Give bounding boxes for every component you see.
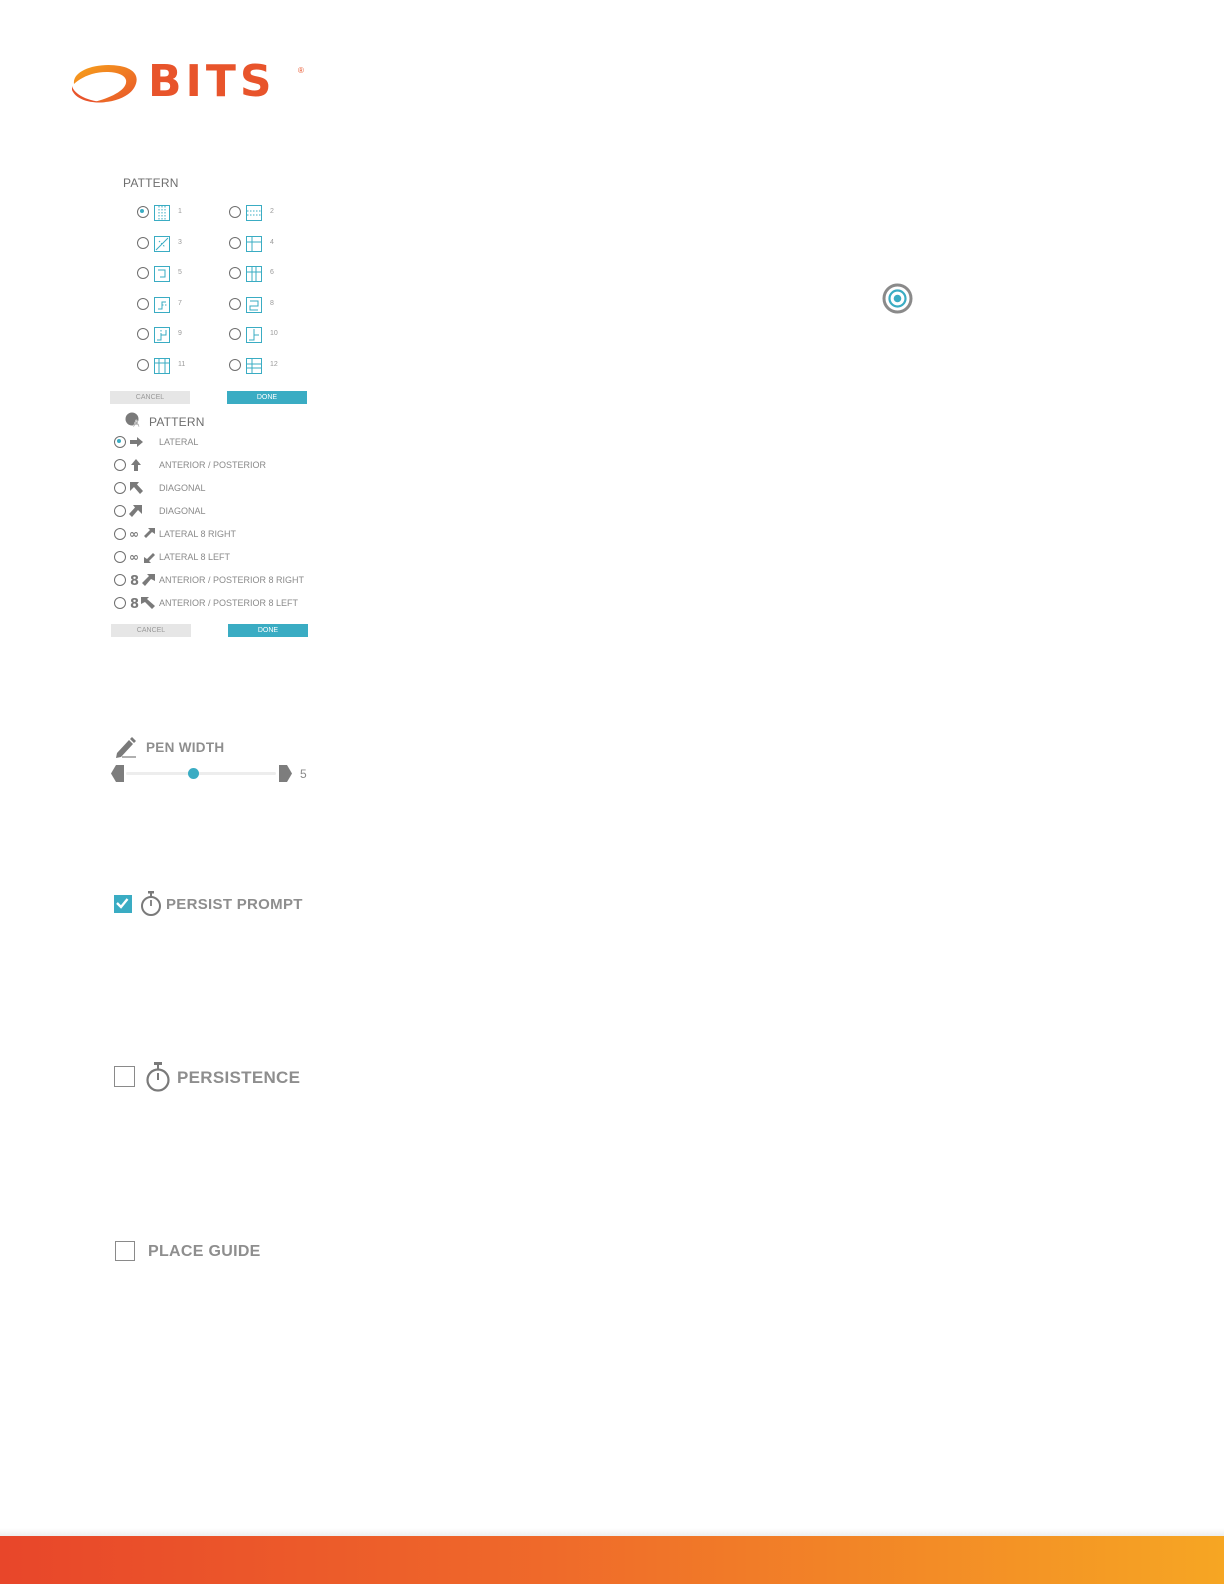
pattern-number: 3	[178, 239, 182, 246]
pen-width-slider-knob[interactable]	[188, 768, 199, 779]
pattern-direction-done-button[interactable]: DONE	[228, 624, 308, 637]
pattern-grid-icon	[154, 358, 170, 374]
pattern-grid-icon	[154, 205, 170, 221]
pattern-grid-icon	[246, 205, 262, 221]
pattern-grid-icon	[246, 327, 262, 343]
radio-button[interactable]	[114, 551, 126, 563]
selected-radio-icon[interactable]	[882, 283, 913, 314]
arrow-up-icon	[129, 458, 157, 472]
svg-text:8: 8	[130, 597, 140, 610]
eight-arrow-left-icon	[129, 596, 157, 610]
footer-shadow	[0, 1528, 1224, 1536]
radio-button[interactable]	[114, 459, 126, 471]
persist-prompt-checkbox[interactable]	[114, 895, 132, 913]
bits-logo	[70, 58, 315, 110]
swoosh-logo-icon	[70, 60, 142, 106]
pattern-number: 6	[270, 269, 274, 276]
pattern-number: 8	[270, 300, 274, 307]
radio-button[interactable]	[137, 328, 149, 340]
pattern-number: 7	[178, 300, 182, 307]
pattern-direction-label: LATERAL 8 LEFT	[159, 552, 231, 562]
radio-button[interactable]	[114, 574, 126, 586]
radio-button[interactable]	[229, 328, 241, 340]
pattern-direction-label: ANTERIOR / POSTERIOR 8 RIGHT	[159, 575, 305, 585]
pattern-number: 12	[270, 361, 278, 368]
radio-button[interactable]	[229, 298, 241, 310]
pattern-grid-icon	[154, 297, 170, 313]
pen-width-increase-icon[interactable]	[278, 765, 292, 782]
pattern-grid-icon	[246, 358, 262, 374]
pattern-direction-label: ANTERIOR / POSTERIOR 8 LEFT	[159, 598, 299, 608]
stopwatch-icon	[145, 1061, 171, 1093]
stopwatch-icon	[140, 890, 162, 918]
radio-button[interactable]	[137, 267, 149, 279]
pattern-grid-icon	[154, 236, 170, 252]
registered-mark: ®	[298, 66, 304, 75]
pattern-number: 2	[270, 208, 274, 215]
radio-button[interactable]	[137, 359, 149, 371]
pattern-direction-title: PATTERN	[149, 415, 205, 429]
radio-button[interactable]	[229, 267, 241, 279]
radio-button[interactable]	[114, 528, 126, 540]
radio-button[interactable]	[114, 482, 126, 494]
pen-width-decrease-icon[interactable]	[111, 765, 125, 782]
radio-button[interactable]	[229, 206, 241, 218]
pattern-grid-cancel-button[interactable]: CANCEL	[110, 391, 190, 404]
radio-button[interactable]	[114, 597, 126, 609]
infinity-arrow-right-icon	[129, 527, 157, 541]
radio-button[interactable]	[137, 237, 149, 249]
pattern-number: 1	[178, 208, 182, 215]
pattern-grid-icon	[154, 266, 170, 282]
pattern-grid-title: PATTERN	[123, 176, 179, 190]
pattern-direction-cancel-button[interactable]: CANCEL	[111, 624, 191, 637]
pen-width-value: 5	[300, 767, 307, 781]
arrow-up-right-icon	[129, 504, 157, 518]
brand-name: BITS	[148, 56, 276, 107]
pen-width-slider-track[interactable]	[126, 772, 276, 775]
infinity-arrow-left-icon	[129, 550, 157, 564]
pattern-grid-icon	[246, 236, 262, 252]
radio-button[interactable]	[229, 237, 241, 249]
svg-text:∞: ∞	[129, 527, 139, 541]
radio-button[interactable]	[114, 505, 126, 517]
svg-text:∞: ∞	[129, 550, 139, 564]
checkmark-icon	[113, 894, 131, 912]
pattern-number: 5	[178, 269, 182, 276]
radio-button[interactable]	[229, 359, 241, 371]
svg-text:8: 8	[130, 574, 140, 587]
persistence-checkbox[interactable]	[114, 1066, 135, 1087]
pen-width-title: PEN WIDTH	[146, 740, 225, 755]
pattern-number: 4	[270, 239, 274, 246]
persist-prompt-label: PERSIST PROMPT	[166, 896, 303, 913]
pattern-direction-label: DIAGONAL	[159, 506, 206, 516]
pattern-number: 10	[270, 330, 278, 337]
pattern-direction-label: LATERAL	[159, 437, 199, 447]
pattern-direction-label: LATERAL 8 RIGHT	[159, 529, 237, 539]
radio-button[interactable]	[137, 298, 149, 310]
pattern-grid-icon	[246, 266, 262, 282]
pen-icon	[114, 736, 138, 758]
arrow-up-left-icon	[129, 481, 157, 495]
pattern-a-icon	[125, 412, 143, 428]
pattern-number: 9	[178, 330, 182, 337]
radio-button[interactable]	[137, 206, 149, 218]
pattern-direction-label: ANTERIOR / POSTERIOR	[159, 460, 267, 470]
pattern-direction-label: DIAGONAL	[159, 483, 206, 493]
pattern-grid-icon	[246, 297, 262, 313]
radio-button[interactable]	[114, 436, 126, 448]
persistence-label: PERSISTENCE	[177, 1068, 301, 1087]
pattern-number: 11	[178, 361, 186, 368]
footer-color-bar	[0, 1536, 1224, 1584]
pattern-grid-done-button[interactable]: DONE	[227, 391, 307, 404]
svg-text:A: A	[133, 419, 140, 428]
eight-arrow-right-icon	[129, 573, 157, 587]
arrow-right-icon	[129, 435, 157, 449]
place-guide-checkbox[interactable]	[115, 1241, 135, 1261]
place-guide-label: PLACE GUIDE	[148, 1243, 261, 1260]
pattern-grid-icon	[154, 327, 170, 343]
